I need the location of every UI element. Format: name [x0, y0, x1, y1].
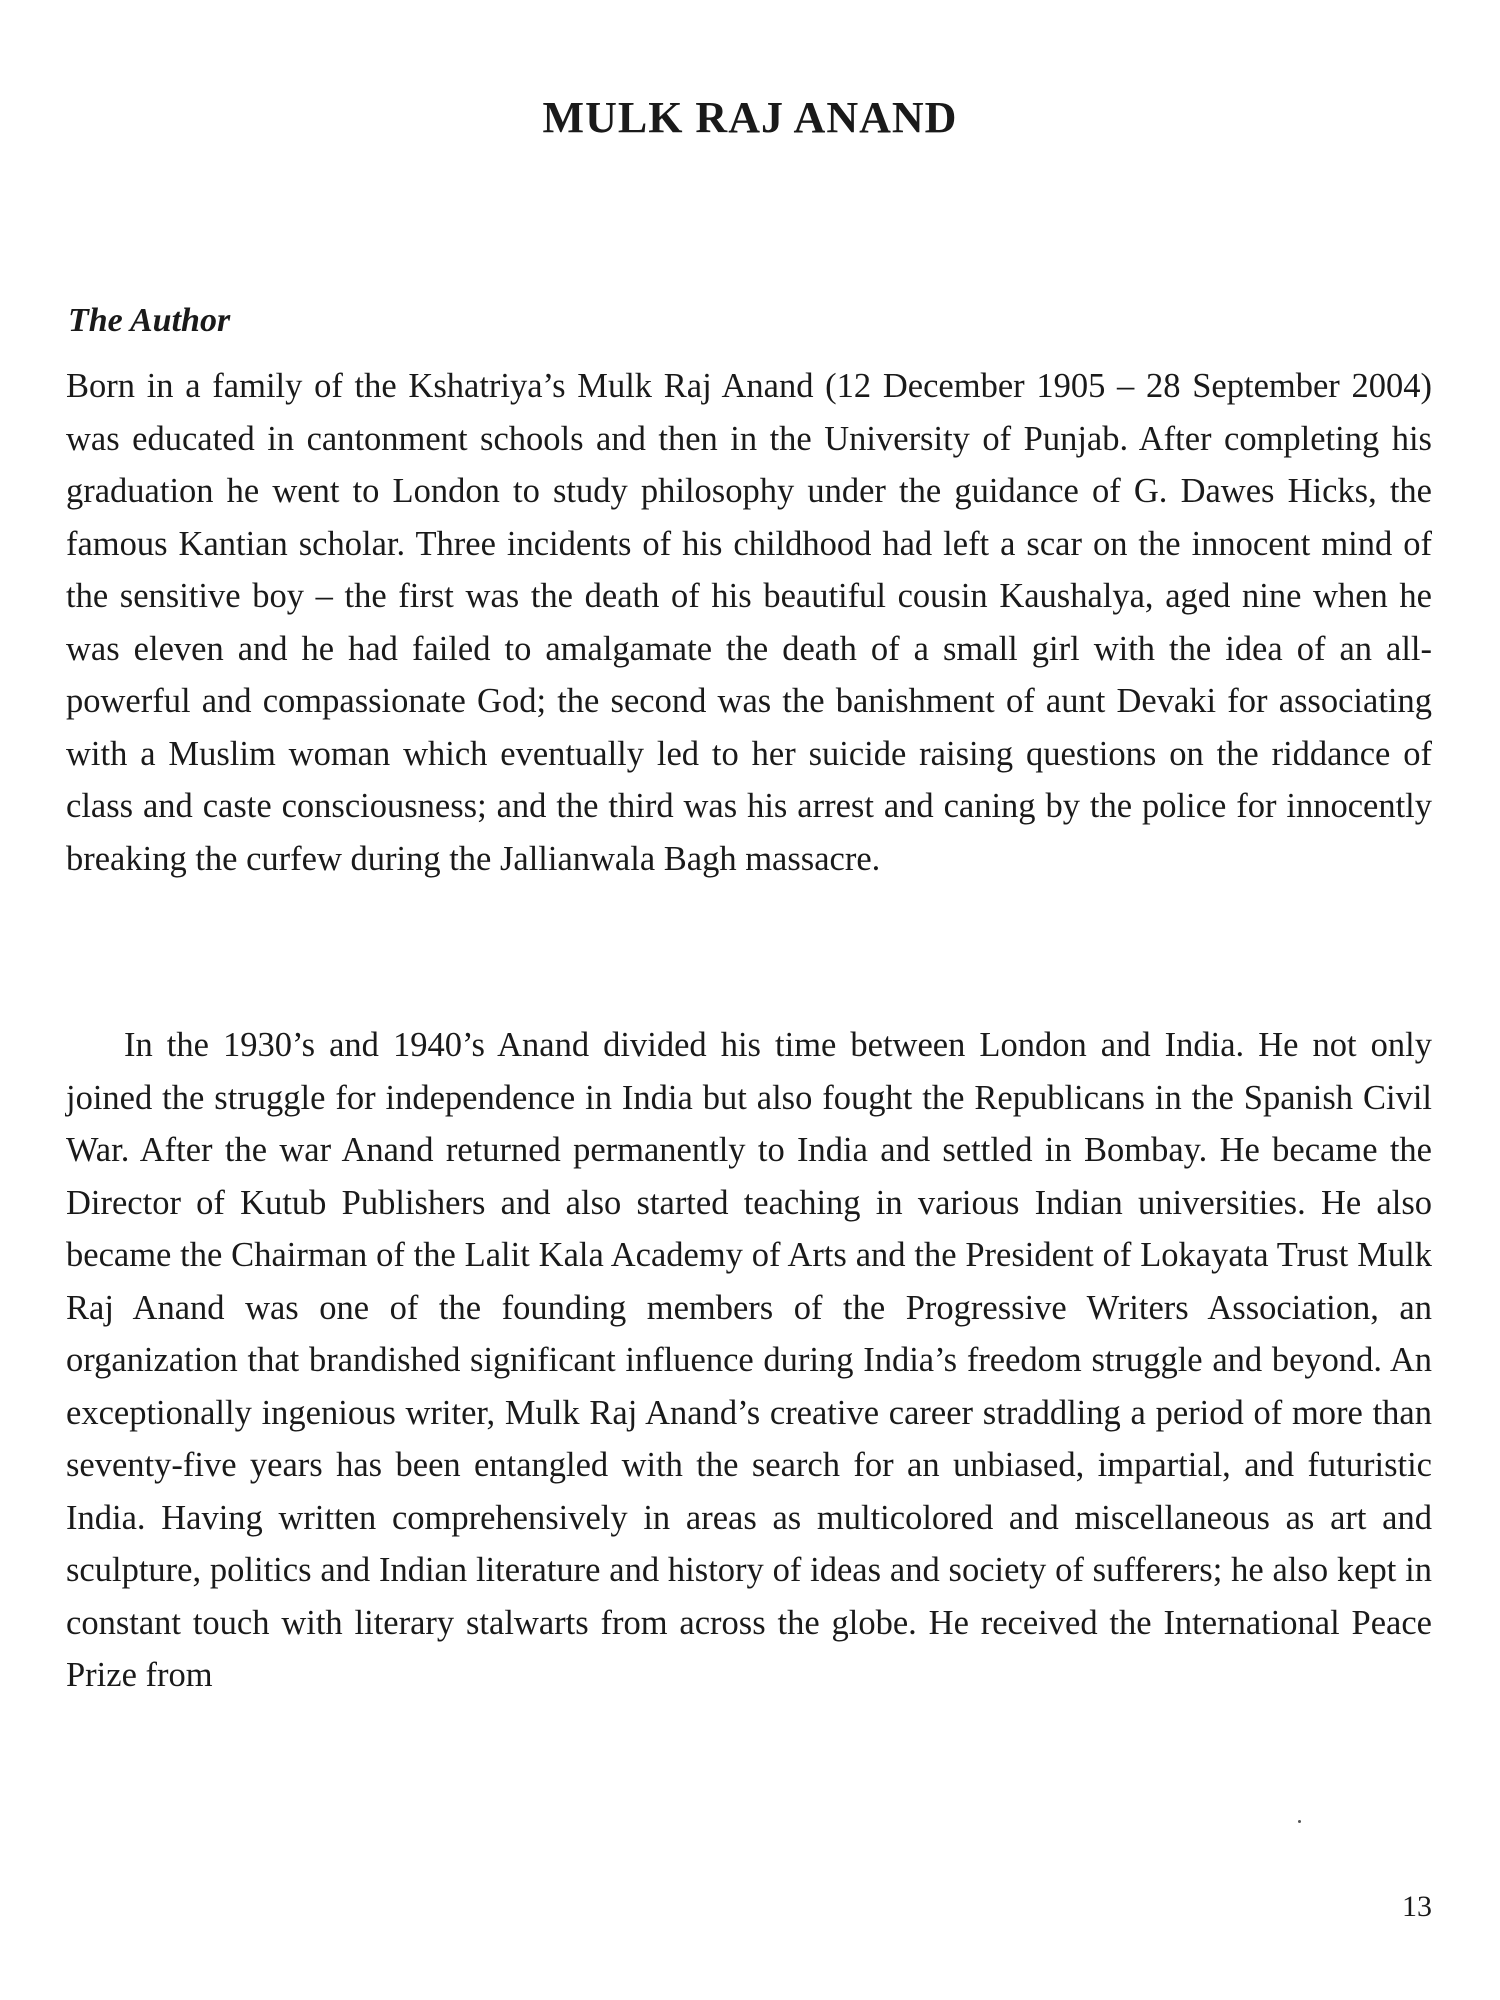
page-title: MULK RAJ ANAND	[542, 93, 958, 142]
body-paragraph: In the 1930’s and 1940’s Anand divided his time between London and India. He not only joined the struggle for independence in India but also fought the Republicans in the Spanish Civil War. After the war Anand returned permanently to India and settled in Bombay. He became the Director of Kutub Publishers and also started teaching in various Indian universities. He also became the Chairman of the Lalit Kala Academy of Arts and the President of Lokayata Trust Mulk Raj Anand was one of the founding members of the Progressive Writers Association, an organization that brandished significant influence during India’s freedom struggle and beyond. An exceptionally ingenious writer, Mulk Raj Anand’s creative career straddling a period of more than seventy-five years has been entangled with the search for an unbiased, impartial, and futuristic India. Having written comprehensively in areas as multicolored and miscellaneous as art and sculpture, politics and Indian literature and history of ideas and society of sufferers; he also kept in constant touch with literary stalwarts from across the globe. He received the International Peace Prize from	[66, 1026, 1432, 1694]
scan-speck	[1298, 1820, 1301, 1823]
page-number: 13	[1402, 1890, 1432, 1923]
section-heading: The Author	[68, 302, 231, 339]
body-paragraph: Born in a family of the Kshatriya’s Mulk Raj Anand (12 December 1905 – 28 September 2004) was educated in cantonment schools and then in the University of Punjab. After completing his graduation he went to London to study philosophy under the guidance of G. Dawes Hicks, the famous Kantian scholar. Three incidents of his childhood had left a scar on the innocent mind of the sensitive boy – the first was the death of his beautiful cousin Kaushalya, aged nine when he was eleven and he had failed to amalgamate the death of a small girl with the idea of an all-powerful and compassionate God; the second was the banishment of aunt Devaki for associating with a Muslim woman which eventually led to her suicide raising questions on the riddance of class and caste consciousness; and the third was his arrest and caning by the police for innocently breaking the curfew during the Jallianwala Bagh massacre.	[66, 367, 1432, 878]
